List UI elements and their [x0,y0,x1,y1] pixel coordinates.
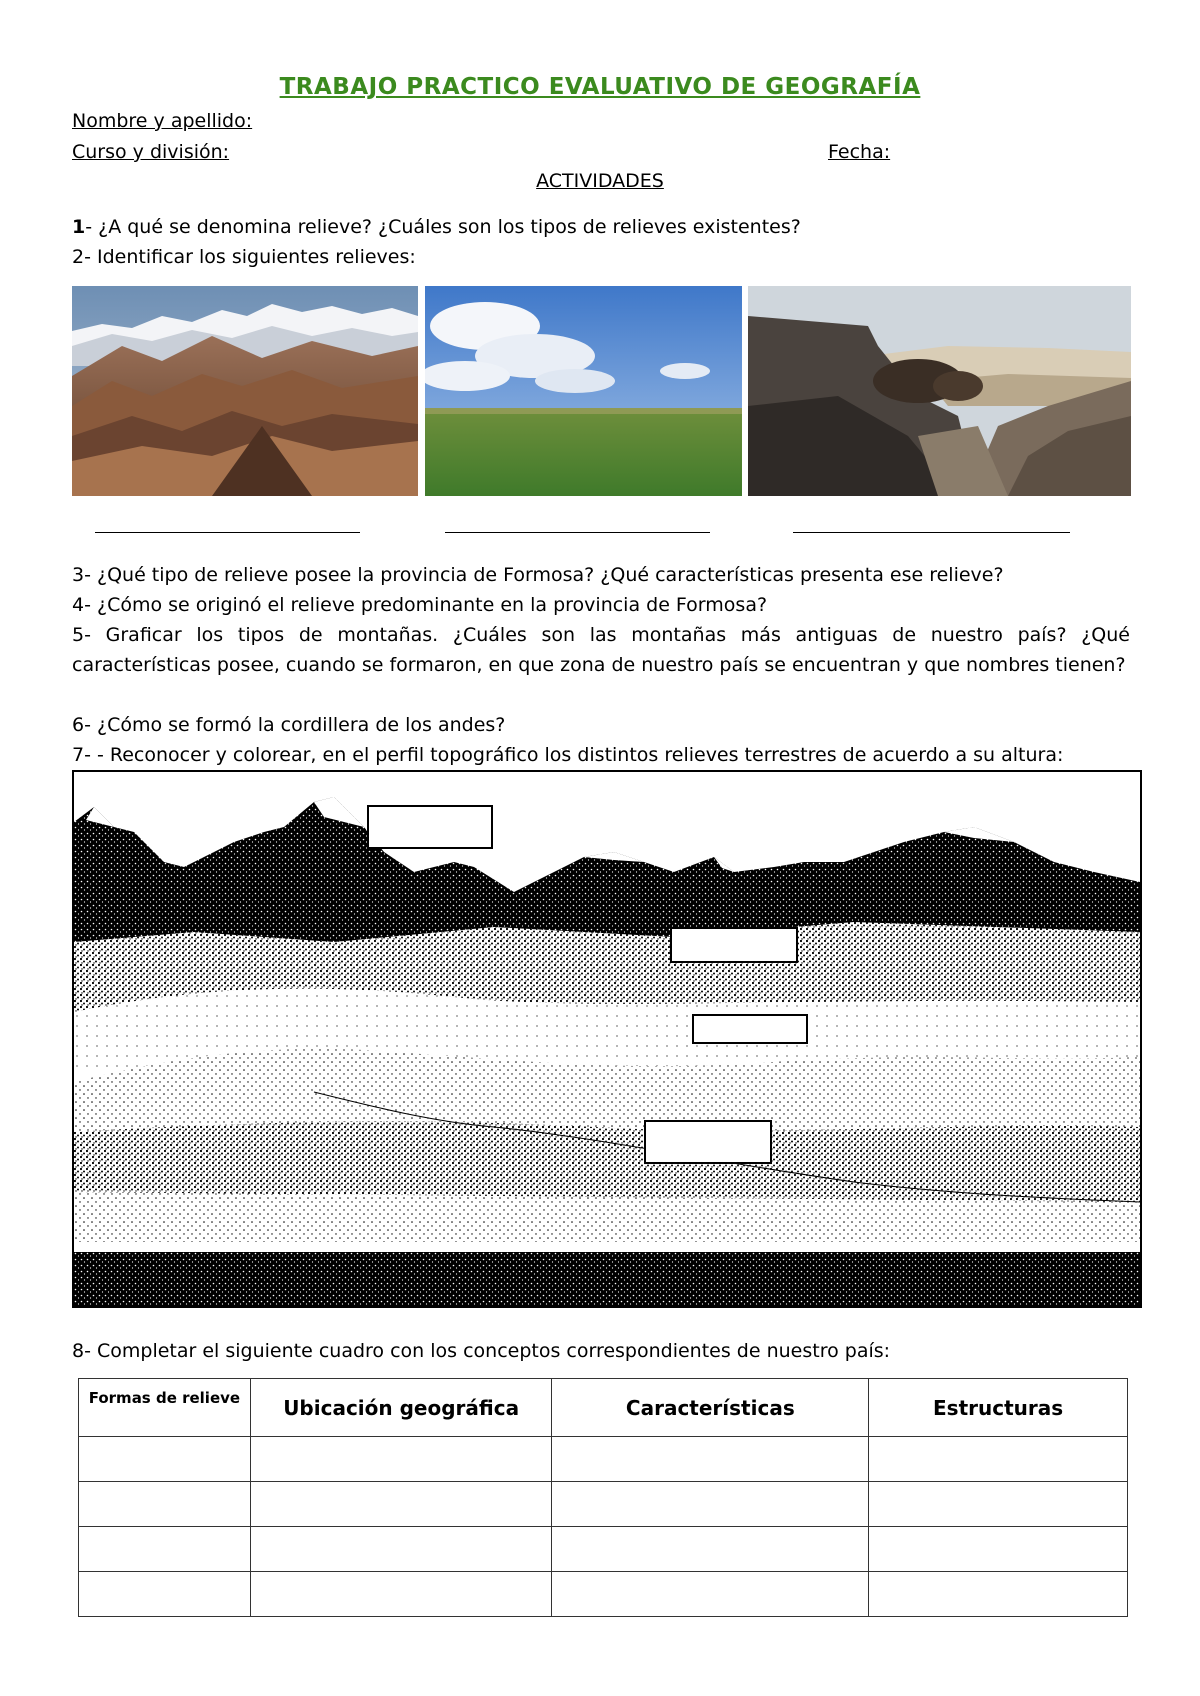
table-cell[interactable] [250,1527,552,1572]
table-cell[interactable] [869,1482,1128,1527]
question-1 [72,212,1130,242]
altitude-label-box-1[interactable] [367,805,493,849]
mountains-photo [72,286,418,496]
table-cell[interactable] [869,1572,1128,1617]
table-cell[interactable] [869,1527,1128,1572]
relief-table [78,1378,1128,1617]
question-4: 4- ¿Cómo se originó el relieve predominante en la provincia de Formosa? [72,594,768,616]
valley-photo [748,286,1131,496]
question-6: 6- ¿Cómo se formó la cordillera de los andes? [72,714,506,736]
altitude-label-box-4[interactable] [644,1120,772,1164]
course-label: Curso y división: [72,141,230,163]
table-cell[interactable] [250,1482,552,1527]
header-caracteristicas: Características [552,1379,869,1437]
topographic-profile [72,770,1142,1308]
table-cell[interactable] [79,1437,251,1482]
table-row [79,1527,1128,1572]
question-5: 5- Graficar los tipos de montañas. ¿Cuáles son las montañas más antiguas de nuestro país? ¿Qué características posee, cuando se formaron, en que zona de nuestro país se encuentran y que nombres tienen? [72,624,1130,676]
table-row [79,1572,1128,1617]
table-cell[interactable] [250,1437,552,1482]
header-estructuras: Estructuras [869,1379,1128,1437]
header-formas: Formas de relieve [79,1379,251,1437]
table-cell[interactable] [552,1437,869,1482]
question-1-number: 1 [72,216,86,238]
table-cell[interactable] [552,1572,869,1617]
answer-blank-1[interactable] [95,532,360,533]
question-2: 2- Identificar los siguientes relieves: [72,246,416,268]
header-ubicacion: Ubicación geográfica [250,1379,552,1437]
question-1-text: - ¿A qué se denomina relieve? ¿Cuáles son los tipos de relieves existentes? [85,216,801,238]
altitude-label-box-3[interactable] [692,1014,808,1044]
answer-blank-3[interactable] [793,532,1070,533]
table-cell[interactable] [79,1527,251,1572]
question-8: 8- Completar el siguiente cuadro con los conceptos correspondientes de nuestro país: [72,1340,891,1362]
table-cell[interactable] [552,1482,869,1527]
answer-blank-2[interactable] [445,532,710,533]
activities-heading: ACTIVIDADES [536,170,664,192]
plains-photo [425,286,742,496]
name-label: Nombre y apellido: [72,110,253,132]
table-cell[interactable] [869,1437,1128,1482]
table-row [79,1437,1128,1482]
altitude-label-box-2[interactable] [670,927,798,963]
table-cell[interactable] [552,1527,869,1572]
question-3: 3- ¿Qué tipo de relieve posee la provincia de Formosa? ¿Qué características presenta ese relieve? [72,564,1004,586]
table-row [79,1482,1128,1527]
table-cell[interactable] [79,1482,251,1527]
document-title: TRABAJO PRACTICO EVALUATIVO DE GEOGRAFÍA [279,74,921,100]
table-cell[interactable] [79,1572,251,1617]
date-label: Fecha: [828,141,891,163]
question-7: 7- - Reconocer y colorear, en el perfil topográfico los distintos relieves terrestres de acuerdo a su altura: [72,744,1064,766]
table-cell[interactable] [250,1572,552,1617]
table-header-row [79,1379,1128,1437]
